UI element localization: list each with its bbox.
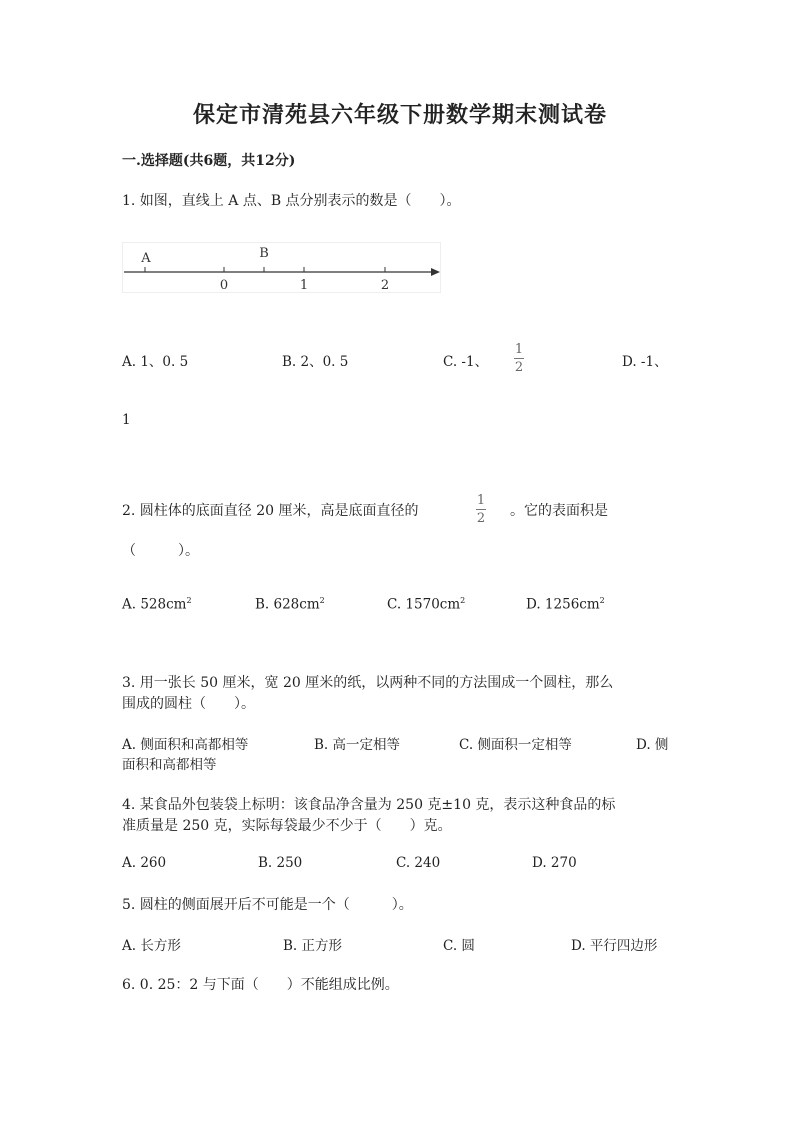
question-1-text: 1. 如图，直线上 A 点、B 点分别表示的数是（ ）。 bbox=[122, 193, 461, 209]
tick-label-0: 0 bbox=[219, 278, 229, 293]
q3-option-d-continued: 面积和高都相等 bbox=[122, 757, 217, 773]
q1-option-d: D. -1、 bbox=[622, 354, 668, 370]
question-5-text: 5. 圆柱的侧面展开后不可能是一个（ ）。 bbox=[122, 897, 413, 913]
q5-option-b: B. 正方形 bbox=[283, 938, 343, 954]
superscript: 2 bbox=[599, 596, 605, 605]
fraction-denominator: 2 bbox=[476, 511, 486, 526]
q1-option-b: B. 2、0. 5 bbox=[282, 354, 349, 370]
tick-label-2: 2 bbox=[380, 278, 390, 293]
q4-option-c: C. 240 bbox=[396, 855, 441, 871]
q4-option-d: D. 270 bbox=[532, 855, 577, 871]
question-2-blank: （ ）。 bbox=[122, 543, 199, 559]
q3-option-a: A. 侧面积和高都相等 bbox=[122, 737, 249, 753]
superscript: 2 bbox=[460, 596, 466, 605]
q5-option-d: D. 平行四边形 bbox=[571, 938, 658, 954]
q2-option-c bbox=[387, 596, 465, 613]
q5-option-c: C. 圆 bbox=[443, 938, 475, 954]
number-line-arrow bbox=[431, 268, 440, 276]
point-b-label: B bbox=[259, 246, 269, 261]
question-2-text-cont: 。它的表面积是 bbox=[510, 503, 608, 519]
option-text: B. 628cm bbox=[255, 596, 320, 613]
number-line-figure bbox=[122, 242, 442, 294]
q3-option-d: D. 侧 bbox=[636, 737, 669, 753]
tick-label-1: 1 bbox=[299, 278, 309, 293]
question-2-text: 2. 圆柱体的底面直径 20 厘米，高是底面直径的 bbox=[122, 503, 419, 519]
question-3-line-1: 3. 用一张长 50 厘米，宽 20 厘米的纸，以两种不同的方法围成一个圆柱，那么 bbox=[122, 675, 614, 691]
question-4-line-1: 4. 某食品外包装袋上标明：该食品净含量为 250 克±10 克，表示这种食品的标 bbox=[122, 797, 616, 813]
option-text: C. 1570cm bbox=[387, 596, 461, 613]
q2-option-b bbox=[255, 596, 325, 613]
fraction-bar bbox=[476, 509, 486, 510]
page-title: 保定市清苑县六年级下册数学期末测试卷 bbox=[192, 102, 607, 128]
q1-option-c-fraction bbox=[514, 343, 524, 374]
q3-option-b: B. 高一定相等 bbox=[314, 737, 401, 753]
section-heading: 一.选择题(共6题，共12分) bbox=[122, 153, 296, 169]
fraction-numerator: 1 bbox=[476, 493, 486, 508]
q3-option-c: C. 侧面积一定相等 bbox=[459, 737, 572, 753]
question-3-line-2: 围成的圆柱（ ）。 bbox=[122, 696, 255, 712]
q4-option-a: A. 260 bbox=[122, 855, 167, 871]
option-text: D. 1256cm bbox=[526, 596, 600, 613]
superscript: 2 bbox=[186, 596, 192, 605]
point-a-label: A bbox=[141, 251, 151, 266]
q2-option-d bbox=[526, 596, 605, 613]
q5-option-a: A. 长方形 bbox=[122, 938, 181, 954]
q1-option-a: A. 1、0. 5 bbox=[122, 354, 189, 370]
q4-option-b: B. 250 bbox=[258, 855, 303, 871]
question-6-text: 6. 0. 25：2 与下面（ ）不能组成比例。 bbox=[122, 977, 399, 993]
fraction-bar bbox=[514, 358, 524, 359]
q2-fraction bbox=[476, 494, 486, 525]
option-text: A. 528cm bbox=[122, 596, 187, 613]
question-4-line-2: 准质量是 250 克，实际每袋最少不少于（ ）克。 bbox=[122, 818, 452, 834]
fraction-denominator: 2 bbox=[514, 360, 524, 375]
fraction-numerator: 1 bbox=[514, 342, 524, 357]
q1-option-d-continued: 1 bbox=[122, 412, 131, 428]
q1-option-c: C. -1、 bbox=[443, 354, 489, 370]
superscript: 2 bbox=[319, 596, 325, 605]
figure-border bbox=[123, 243, 441, 293]
q2-option-a bbox=[122, 596, 192, 613]
